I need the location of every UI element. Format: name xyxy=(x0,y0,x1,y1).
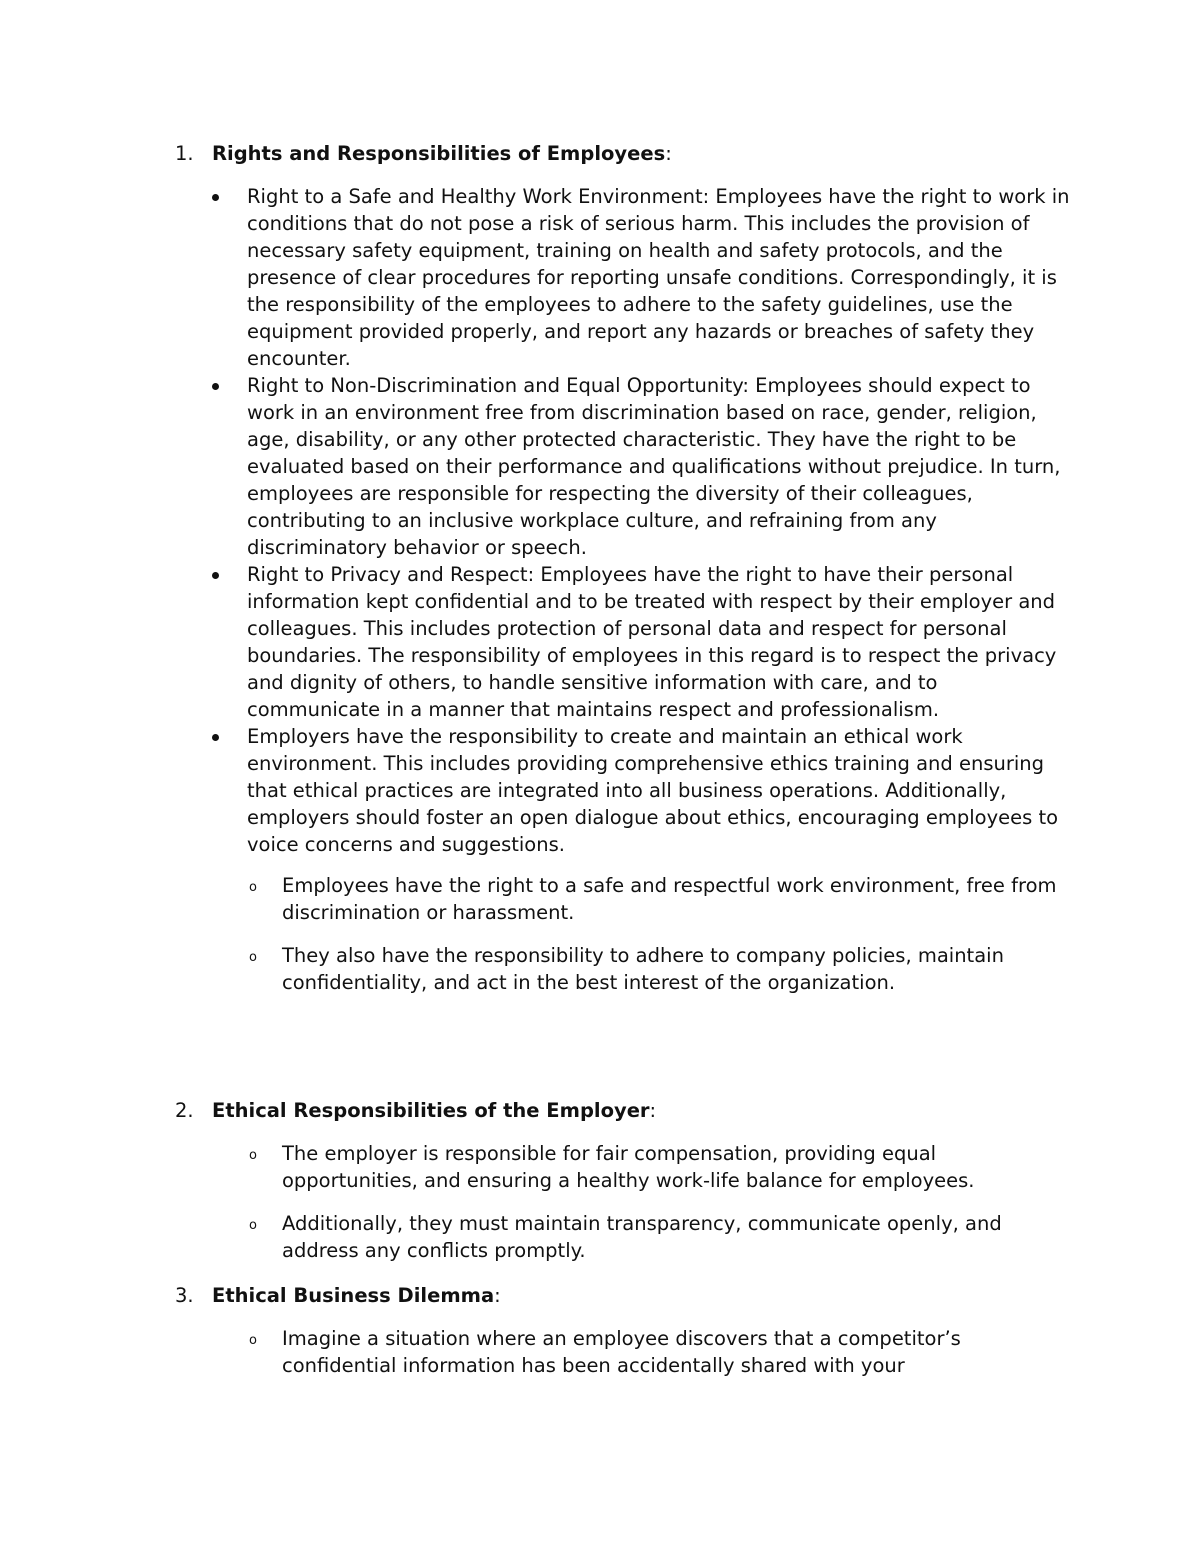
section-1 xyxy=(175,140,1075,1012)
list-item xyxy=(175,1325,1075,1379)
sub-list xyxy=(175,872,1075,996)
sub-item-text: Imagine a situation where an employee discovers that a competitor’s confidential information has been accidentally shared with your xyxy=(282,1327,961,1377)
list-item xyxy=(175,1210,1075,1264)
section-heading xyxy=(175,140,1075,167)
bullet-text: Right to Non-Discrimination and Equal Opportunity: Employees should expect to work in an environment free from discrimination based on race, gender, religion, age, disability, or any other protected characteristic. They have the right to be evaluated based on their performance and qualifications without prejudice. In turn, employees are responsible for respecting the diversity of their colleagues, contributing to an inclusive workplace culture, and refraining from any discriminatory behavior or speech. xyxy=(247,374,1061,559)
circle-bullet-icon: o xyxy=(249,950,257,965)
heading-colon: : xyxy=(665,142,672,165)
section-2 xyxy=(175,1097,1075,1280)
bullet-icon xyxy=(212,194,219,201)
bullet-list xyxy=(175,183,1075,858)
sub-list xyxy=(175,1325,1075,1379)
section-heading xyxy=(175,1282,1075,1309)
circle-bullet-icon: o xyxy=(249,880,257,895)
list-item xyxy=(175,183,1075,372)
heading-colon: : xyxy=(494,1284,501,1307)
section-heading xyxy=(175,1097,1075,1124)
sub-item-text: They also have the responsibility to adhere to company policies, maintain confidentiality, and act in the best interest of the organization. xyxy=(282,944,1004,994)
sub-item-text: The employer is responsible for fair compensation, providing equal opportunities, and ensuring a healthy work-life balance for employees. xyxy=(282,1142,975,1192)
list-item xyxy=(175,561,1075,723)
section-number: 1. xyxy=(175,142,194,165)
circle-bullet-icon: o xyxy=(249,1333,257,1348)
section-title: Rights and Responsibilities of Employees xyxy=(212,142,666,165)
bullet-icon xyxy=(212,572,219,579)
list-item xyxy=(175,1140,1075,1194)
list-item xyxy=(175,872,1075,926)
section-3 xyxy=(175,1282,1075,1395)
bullet-text: Right to a Safe and Healthy Work Environment: Employees have the right to work in conditions that do not pose a risk of serious harm. This includes the provision of necessary safety equipment, training on health and safety protocols, and the presence of clear procedures for reporting unsafe conditions. Correspondingly, it is the responsibility of the employees to adhere to the safety guidelines, use the equipment provided properly, and report any hazards or breaches of safety they encounter. xyxy=(247,185,1070,370)
bullet-text: Right to Privacy and Respect: Employees have the right to have their personal information kept confidential and to be treated with respect by their employer and colleagues. This includes protection of personal data and respect for personal boundaries. The responsibility of employees in this regard is to respect the privacy and dignity of others, to handle sensitive information with care, and to communicate in a manner that maintains respect and professionalism. xyxy=(247,563,1057,721)
sub-item-text: Additionally, they must maintain transparency, communicate openly, and address any conflicts promptly. xyxy=(282,1212,1002,1262)
bullet-text: Employers have the responsibility to create and maintain an ethical work environment. This includes providing comprehensive ethics training and ensuring that ethical practices are integrated into all business operations. Additionally, employers should foster an open dialogue about ethics, encouraging employees to voice concerns and suggestions. xyxy=(247,725,1059,856)
list-item xyxy=(175,723,1075,858)
section-title: Ethical Business Dilemma xyxy=(212,1284,495,1307)
list-item xyxy=(175,942,1075,996)
circle-bullet-icon: o xyxy=(249,1218,257,1233)
sub-list xyxy=(175,1140,1075,1264)
bullet-icon xyxy=(212,734,219,741)
heading-colon: : xyxy=(649,1099,657,1122)
section-number: 3. xyxy=(175,1284,194,1307)
bullet-icon xyxy=(212,383,219,390)
section-title: Ethical Responsibilities of the Employer xyxy=(212,1099,650,1122)
list-item xyxy=(175,372,1075,561)
sub-item-text: Employees have the right to a safe and respectful work environment, free from discrimination or harassment. xyxy=(282,874,1057,924)
circle-bullet-icon: o xyxy=(249,1148,257,1163)
section-number: 2. xyxy=(175,1099,194,1122)
